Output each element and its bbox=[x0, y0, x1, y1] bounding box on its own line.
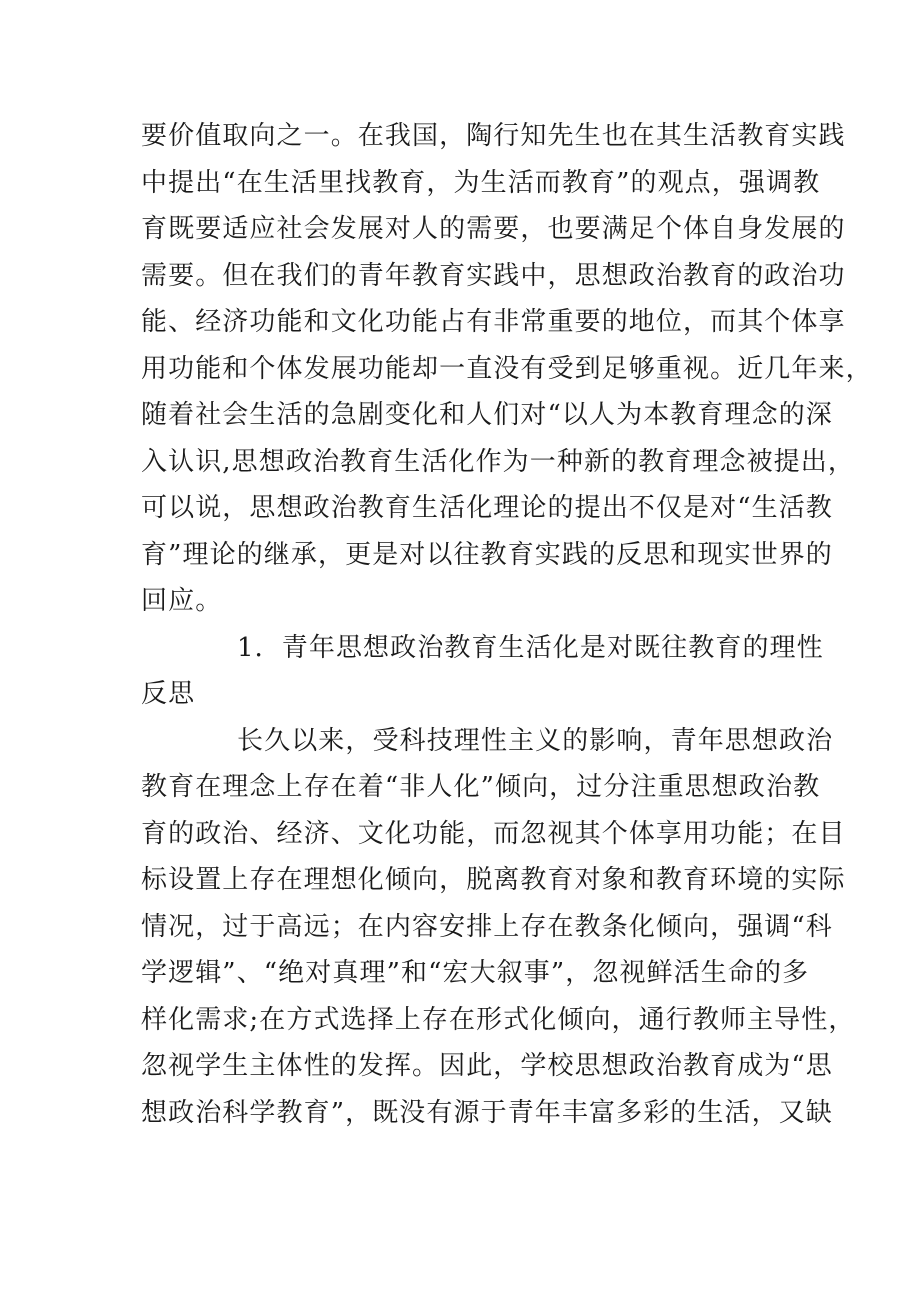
text-line: 学逻辑”、“绝对真理”和“宏大叙事”，忽视鲜活生命的多 bbox=[141, 958, 810, 988]
text-line: 想政治科学教育”，既没有源于青年丰富多彩的生活，又缺 bbox=[141, 1097, 833, 1128]
text-line: 中提出“在生活里找教育，为生活而教育”的观点，强调教 bbox=[141, 167, 821, 198]
text-line: 需要。但在我们的青年教育实践中，思想政治教育的政治功 bbox=[141, 260, 846, 291]
text-line: 育”理论的继承，更是对以往教育实践的反思和现实世界的 bbox=[141, 539, 833, 570]
text-line: 育既要适应社会发展对人的需要，也要满足个体自身发展的 bbox=[141, 214, 846, 244]
text-line: 要价值取向之一。在我国，陶行知先生也在其生活教育实践 bbox=[141, 121, 846, 151]
document-body bbox=[141, 113, 873, 1136]
paragraph-1 bbox=[141, 113, 873, 625]
heading-line: 1．青年思想政治教育生活化是对既往教育的理性 bbox=[237, 632, 824, 663]
text-line: 随着社会生活的急剧变化和人们对“以人为本教育理念的深 bbox=[141, 400, 833, 430]
heading-line: 反思 bbox=[141, 679, 196, 709]
text-line: 样化需求;在方式选择上存在形式化倾向，通行教师主导性， bbox=[141, 1004, 856, 1035]
text-line: 可以说，思想政治教育生活化理论的提出不仅是对“生活教 bbox=[141, 493, 833, 523]
text-line: 回应。 bbox=[141, 586, 223, 616]
text-line: 教育在理念上存在着“非人化”倾向，过分注重思想政治教 bbox=[141, 772, 821, 802]
text-line: 忽视学生主体性的发挥。因此，学校思想政治教育成为“思 bbox=[141, 1051, 833, 1081]
text-line: 标设置上存在理想化倾向，脱离教育对象和教育环境的实际 bbox=[141, 865, 846, 895]
paragraph-2 bbox=[141, 718, 856, 1137]
text-line: 能、经济功能和文化功能占有非常重要的地位，而其个体享 bbox=[141, 307, 846, 337]
text-line: 情况，过于高远；在内容安排上存在教条化倾向，强调“科 bbox=[141, 911, 833, 942]
text-line: 育的政治、经济、文化功能，而忽视其个体享用功能；在目 bbox=[141, 818, 846, 849]
text-line: 用功能和个体发展功能却一直没有受到足够重视。近几年来， bbox=[141, 353, 873, 384]
text-line: 入认识,思想政治教育生活化作为一种新的教育理念被提出， bbox=[141, 446, 855, 477]
text-line: 长久以来，受科技理性主义的影响，青年思想政治 bbox=[237, 725, 834, 756]
section-heading bbox=[141, 625, 824, 718]
